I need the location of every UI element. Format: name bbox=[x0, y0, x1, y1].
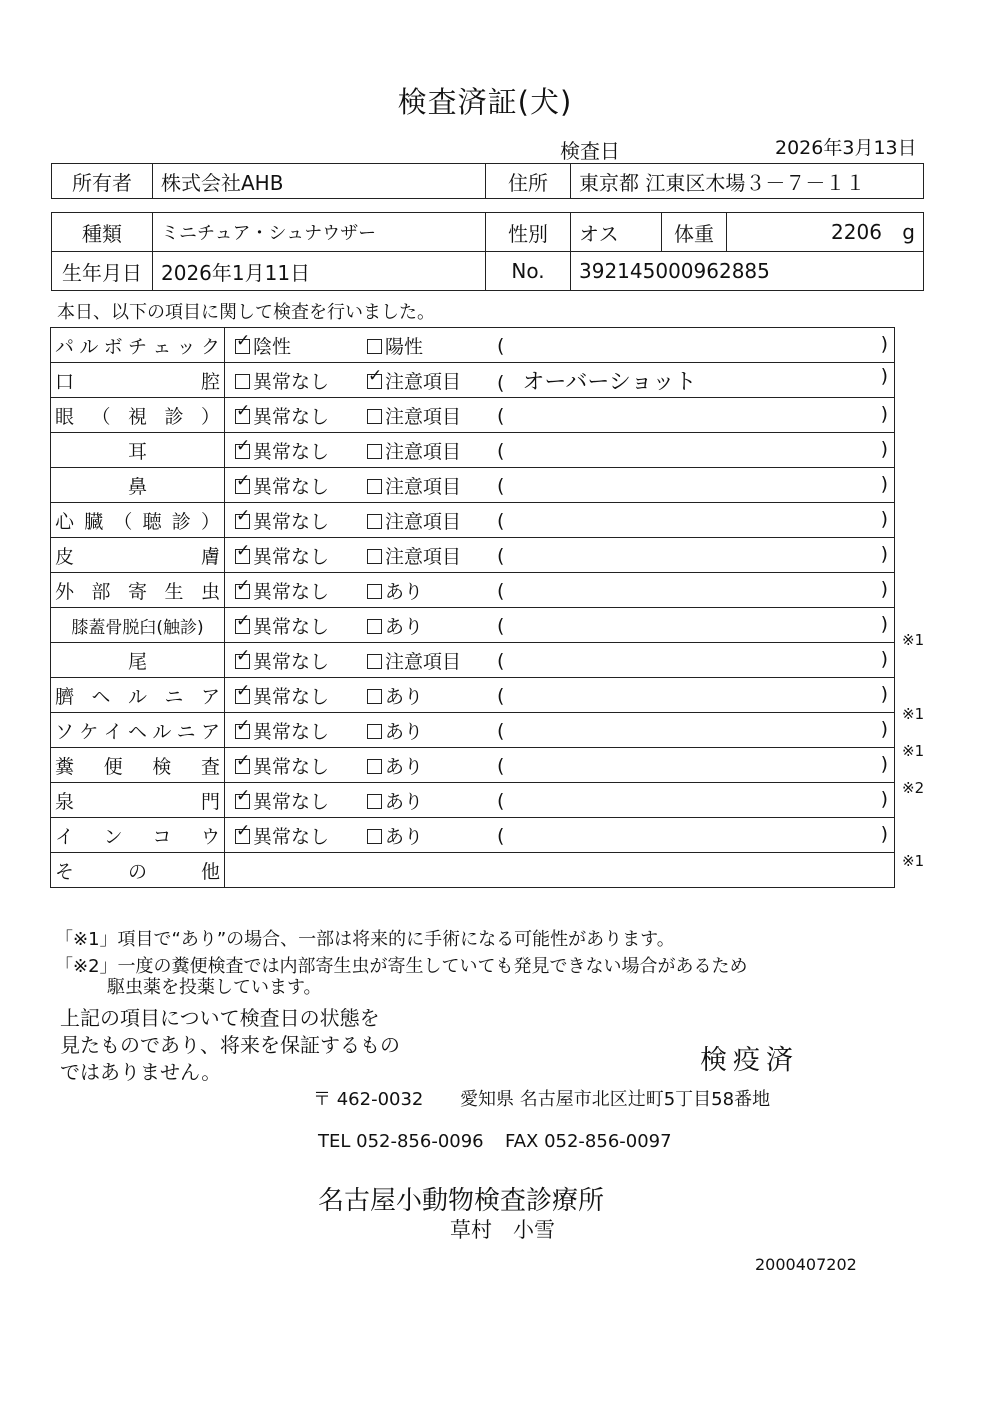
exam-item-label: 尾 bbox=[127, 650, 147, 673]
option-normal[interactable] bbox=[235, 787, 367, 814]
address-label: 住所 bbox=[486, 164, 571, 199]
checkbox-icon[interactable] bbox=[235, 584, 250, 599]
footnote-mark: ※1 bbox=[902, 631, 925, 650]
checkbox-icon[interactable] bbox=[367, 549, 382, 564]
option-abnormal[interactable] bbox=[367, 332, 497, 359]
quarantine-stamp: 検疫済 bbox=[700, 1045, 799, 1076]
exam-item-label: パ ル ボ チ ェ ッ ク bbox=[55, 335, 220, 358]
option-abnormal[interactable] bbox=[367, 682, 497, 709]
exam-item-label: 眼 （ 視 診 ） bbox=[55, 405, 220, 428]
open-paren: ( bbox=[497, 789, 505, 812]
footnote-mark: ※2 bbox=[902, 778, 925, 797]
option-label: あり bbox=[385, 580, 424, 603]
option-label: 異常なし bbox=[253, 825, 330, 848]
exam-row bbox=[51, 608, 895, 643]
weight-unit: g bbox=[902, 220, 915, 244]
exam-item-name bbox=[51, 818, 225, 853]
option-normal[interactable] bbox=[235, 682, 367, 709]
option-label: あり bbox=[385, 755, 424, 778]
postal-code: 〒 462-0032 bbox=[313, 1089, 424, 1110]
close-paren: ) bbox=[880, 402, 888, 425]
option-label: 異常なし bbox=[253, 580, 330, 603]
no-label: No. bbox=[486, 252, 571, 291]
checkbox-icon[interactable] bbox=[367, 724, 382, 739]
close-paren: ) bbox=[880, 364, 888, 387]
exam-item-name bbox=[51, 643, 225, 678]
exam-row bbox=[51, 783, 895, 818]
disclaimer-line: 見たものであり、将来を保証するもの bbox=[60, 1033, 400, 1057]
note-field[interactable] bbox=[497, 613, 894, 638]
checkbox-icon[interactable] bbox=[235, 479, 250, 494]
option-normal[interactable] bbox=[235, 717, 367, 744]
exam-result-cell bbox=[225, 748, 895, 783]
clinic-address: 愛知県 名古屋市北区辻町5丁目58番地 bbox=[460, 1089, 771, 1110]
exam-item-name bbox=[51, 608, 225, 643]
option-label: 異常なし bbox=[253, 720, 330, 743]
option-normal[interactable] bbox=[235, 647, 367, 674]
disclaimer bbox=[60, 1005, 400, 1086]
exam-item-label: 鼻 bbox=[127, 475, 147, 498]
disclaimer-line: ではありません。 bbox=[60, 1060, 222, 1084]
option-abnormal[interactable] bbox=[367, 647, 497, 674]
document-number: 2000407202 bbox=[755, 1255, 857, 1274]
checkbox-icon[interactable] bbox=[367, 409, 382, 424]
open-paren: ( bbox=[497, 579, 505, 602]
checkbox-icon[interactable] bbox=[367, 479, 382, 494]
document-title: 検査済証(犬) bbox=[397, 85, 573, 119]
option-label: あり bbox=[385, 825, 424, 848]
checkbox-icon[interactable] bbox=[235, 654, 250, 669]
sex-value: オス bbox=[571, 213, 662, 252]
option-normal[interactable] bbox=[235, 437, 367, 464]
owner-label: 所有者 bbox=[52, 164, 153, 199]
option-label: 異常なし bbox=[253, 475, 330, 498]
note-field[interactable] bbox=[497, 473, 894, 498]
exam-row bbox=[51, 818, 895, 853]
option-label: 注意項目 bbox=[385, 510, 462, 533]
exam-result-cell bbox=[225, 363, 895, 398]
note-field[interactable] bbox=[497, 788, 894, 813]
open-paren: ( bbox=[497, 719, 505, 742]
open-paren: ( bbox=[497, 371, 505, 394]
exam-row bbox=[51, 398, 895, 433]
exam-result-cell bbox=[225, 433, 895, 468]
checkbox-icon[interactable] bbox=[235, 759, 250, 774]
option-normal[interactable] bbox=[235, 542, 367, 569]
checkbox-icon[interactable] bbox=[235, 689, 250, 704]
close-paren: ) bbox=[880, 507, 888, 530]
checkbox-icon[interactable] bbox=[367, 689, 382, 704]
note-field[interactable] bbox=[497, 543, 894, 568]
option-abnormal[interactable] bbox=[367, 472, 497, 499]
exam-item-label: 口 腔 bbox=[55, 370, 220, 393]
exam-row bbox=[51, 503, 895, 538]
exam-result-cell bbox=[225, 538, 895, 573]
checkbox-icon[interactable] bbox=[367, 829, 382, 844]
no-value: 392145000962885 bbox=[571, 252, 924, 291]
close-paren: ) bbox=[880, 787, 888, 810]
exam-result-cell bbox=[225, 328, 895, 363]
open-paren: ( bbox=[497, 824, 505, 847]
exam-item-label: 臍 ヘ ル ニ ア bbox=[55, 685, 220, 708]
exam-row bbox=[51, 468, 895, 503]
close-paren: ) bbox=[880, 647, 888, 670]
close-paren: ) bbox=[880, 822, 888, 845]
exam-item-label: ソ ケ イ ヘ ル ニ ア bbox=[55, 720, 220, 743]
exam-result-cell bbox=[225, 643, 895, 678]
option-label: 異常なし bbox=[253, 650, 330, 673]
note-field[interactable] bbox=[497, 508, 894, 533]
other-field[interactable] bbox=[225, 853, 895, 888]
option-label: 注意項目 bbox=[385, 475, 462, 498]
exam-row bbox=[51, 643, 895, 678]
checkbox-icon[interactable] bbox=[367, 619, 382, 634]
close-paren: ) bbox=[880, 542, 888, 565]
clinic-name: 名古屋小動物検査診療所 bbox=[318, 1186, 605, 1216]
doctor-name: 草村 小雪 bbox=[450, 1218, 555, 1242]
note-field[interactable] bbox=[497, 333, 894, 358]
open-paren: ( bbox=[497, 684, 505, 707]
exam-item-name bbox=[51, 678, 225, 713]
note-2-line-2: 駆虫薬を投薬しています。 bbox=[107, 977, 322, 998]
other-label-cell bbox=[51, 853, 225, 888]
open-paren: ( bbox=[497, 509, 505, 532]
note-field[interactable] bbox=[497, 753, 894, 778]
option-label: 陰性 bbox=[253, 335, 292, 358]
option-abnormal[interactable] bbox=[367, 542, 497, 569]
exam-result-cell bbox=[225, 398, 895, 433]
open-paren: ( bbox=[497, 649, 505, 672]
clinic-fax: FAX 052-856-0097 bbox=[505, 1131, 672, 1152]
option-normal[interactable] bbox=[235, 332, 367, 359]
close-paren: ) bbox=[880, 437, 888, 460]
footnote-mark: ※1 bbox=[902, 852, 925, 871]
close-paren: ) bbox=[880, 577, 888, 600]
option-label: 異常なし bbox=[253, 615, 330, 638]
exam-result-cell bbox=[225, 783, 895, 818]
exam-row bbox=[51, 328, 895, 363]
option-label: 異常なし bbox=[253, 790, 330, 813]
option-normal[interactable] bbox=[235, 472, 367, 499]
open-paren: ( bbox=[497, 474, 505, 497]
dob-label: 生年月日 bbox=[52, 252, 153, 291]
note-field[interactable] bbox=[497, 438, 894, 463]
option-label: あり bbox=[385, 685, 424, 708]
option-label: 異常なし bbox=[253, 755, 330, 778]
exam-item-label: イ ン コ ウ bbox=[55, 825, 220, 848]
option-normal[interactable] bbox=[235, 752, 367, 779]
checkbox-icon[interactable] bbox=[367, 339, 382, 354]
weight-cell bbox=[727, 213, 924, 252]
exam-item-name bbox=[51, 783, 225, 818]
exam-item-label: 膝蓋骨脱臼(触診) bbox=[71, 617, 204, 638]
exam-result-cell bbox=[225, 713, 895, 748]
option-label: あり bbox=[385, 720, 424, 743]
note-field[interactable] bbox=[497, 403, 894, 428]
option-abnormal[interactable] bbox=[367, 437, 497, 464]
footnote-mark: ※1 bbox=[902, 705, 925, 723]
exam-item-label: 外 部 寄 生 虫 bbox=[55, 580, 220, 603]
close-paren: ) bbox=[880, 752, 888, 775]
option-normal[interactable] bbox=[235, 367, 367, 394]
note-field[interactable] bbox=[497, 718, 894, 743]
exam-item-name bbox=[51, 748, 225, 783]
exam-item-label: 耳 bbox=[127, 440, 147, 463]
option-label: 異常なし bbox=[253, 370, 330, 393]
checkbox-icon[interactable] bbox=[235, 829, 250, 844]
exam-item-label: 皮 膚 bbox=[55, 545, 220, 568]
exam-row bbox=[51, 713, 895, 748]
exam-result-cell bbox=[225, 608, 895, 643]
exam-row bbox=[51, 538, 895, 573]
open-paren: ( bbox=[497, 404, 505, 427]
exam-row bbox=[51, 433, 895, 468]
note-field[interactable] bbox=[497, 683, 894, 708]
option-label: 異常なし bbox=[253, 545, 330, 568]
option-label: 注意項目 bbox=[385, 650, 462, 673]
exam-result-cell bbox=[225, 818, 895, 853]
option-label: 注意項目 bbox=[385, 405, 462, 428]
checkbox-icon[interactable] bbox=[235, 724, 250, 739]
option-label: 注意項目 bbox=[385, 370, 462, 393]
dob-value: 2026年1月11日 bbox=[153, 252, 486, 291]
option-label: 注意項目 bbox=[385, 440, 462, 463]
close-paren: ) bbox=[880, 682, 888, 705]
weight-label: 体重 bbox=[662, 213, 727, 252]
checkbox-icon[interactable] bbox=[235, 339, 250, 354]
sex-label: 性別 bbox=[486, 213, 571, 252]
option-abnormal[interactable] bbox=[367, 402, 497, 429]
option-normal[interactable] bbox=[235, 402, 367, 429]
checkbox-icon[interactable] bbox=[367, 794, 382, 809]
option-label: 異常なし bbox=[253, 510, 330, 533]
exam-date: 2026年3月13日 bbox=[775, 137, 917, 159]
breed-label: 種類 bbox=[52, 213, 153, 252]
checkbox-icon[interactable] bbox=[235, 794, 250, 809]
exam-row bbox=[51, 748, 895, 783]
note-1: 「※1」項目で“あり”の場合、一部は将来的に手術になる可能性があります。 bbox=[55, 929, 675, 950]
checkbox-icon[interactable] bbox=[235, 549, 250, 564]
option-normal[interactable] bbox=[235, 612, 367, 639]
exam-row-other bbox=[51, 853, 895, 888]
disclaimer-line: 上記の項目について検査日の状態を bbox=[60, 1006, 380, 1030]
option-label: 異常なし bbox=[253, 405, 330, 428]
exam-item-name bbox=[51, 713, 225, 748]
option-abnormal[interactable] bbox=[367, 787, 497, 814]
exam-result-cell bbox=[225, 468, 895, 503]
exam-item-label: 泉 門 bbox=[55, 790, 220, 813]
option-normal[interactable] bbox=[235, 822, 367, 849]
exam-item-name bbox=[51, 573, 225, 608]
exam-date-label: 検査日 bbox=[560, 139, 620, 163]
option-abnormal[interactable] bbox=[367, 752, 497, 779]
open-paren: ( bbox=[497, 439, 505, 462]
open-paren: ( bbox=[497, 334, 505, 357]
exam-item-name bbox=[51, 363, 225, 398]
exam-item-name bbox=[51, 328, 225, 363]
option-abnormal[interactable] bbox=[367, 717, 497, 744]
open-paren: ( bbox=[497, 614, 505, 637]
clinic-tel: TEL 052-856-0096 bbox=[318, 1131, 484, 1152]
checkbox-icon[interactable] bbox=[367, 759, 382, 774]
other-label: そ の 他 bbox=[55, 860, 220, 883]
option-label: あり bbox=[385, 790, 424, 813]
exam-item-label: 心 臓 （ 聴 診 ） bbox=[55, 510, 220, 533]
exam-row bbox=[51, 363, 895, 398]
option-abnormal[interactable] bbox=[367, 822, 497, 849]
checkbox-icon[interactable] bbox=[235, 444, 250, 459]
checkbox-icon[interactable] bbox=[367, 444, 382, 459]
checkbox-icon[interactable] bbox=[235, 409, 250, 424]
option-abnormal[interactable] bbox=[367, 367, 497, 394]
open-paren: ( bbox=[497, 754, 505, 777]
exam-item-name bbox=[51, 433, 225, 468]
option-label: 陽性 bbox=[385, 335, 424, 358]
exam-result-cell bbox=[225, 678, 895, 713]
option-normal[interactable] bbox=[235, 507, 367, 534]
checkbox-icon[interactable] bbox=[235, 619, 250, 634]
exam-item-label: 糞 便 検 査 bbox=[55, 755, 220, 778]
note-text: オーバーショット bbox=[522, 369, 697, 395]
option-label: 異常なし bbox=[253, 685, 330, 708]
open-paren: ( bbox=[497, 544, 505, 567]
checkbox-icon[interactable] bbox=[367, 584, 382, 599]
footnote-mark: ※1 bbox=[902, 741, 925, 760]
checkbox-icon[interactable] bbox=[367, 374, 382, 389]
pet-table bbox=[51, 212, 924, 291]
owner-address: 東京都 江東区木場３－７－１１ bbox=[571, 164, 924, 199]
exam-table bbox=[50, 327, 895, 888]
option-abnormal[interactable] bbox=[367, 577, 497, 604]
checkbox-icon[interactable] bbox=[367, 654, 382, 669]
exam-item-name bbox=[51, 398, 225, 433]
intro-text: 本日、以下の項目に関して検査を行いました。 bbox=[57, 302, 435, 323]
option-label: 注意項目 bbox=[385, 545, 462, 568]
exam-result-cell bbox=[225, 503, 895, 538]
weight-value: 2206 bbox=[831, 220, 882, 244]
close-paren: ) bbox=[880, 332, 888, 355]
exam-item-name bbox=[51, 468, 225, 503]
note-field[interactable] bbox=[497, 365, 894, 396]
exam-row bbox=[51, 678, 895, 713]
option-label: あり bbox=[385, 615, 424, 638]
checkbox-icon[interactable] bbox=[235, 374, 250, 389]
close-paren: ) bbox=[880, 472, 888, 495]
note-field[interactable] bbox=[497, 648, 894, 673]
note-field[interactable] bbox=[497, 578, 894, 603]
note-field[interactable] bbox=[497, 823, 894, 848]
checkbox-icon[interactable] bbox=[367, 514, 382, 529]
owner-value: 株式会社AHB bbox=[153, 164, 486, 199]
option-label: 異常なし bbox=[253, 440, 330, 463]
exam-result-cell bbox=[225, 573, 895, 608]
exam-item-name bbox=[51, 538, 225, 573]
exam-row bbox=[51, 573, 895, 608]
exam-item-name bbox=[51, 503, 225, 538]
breed-value: ミニチュア・シュナウザー bbox=[153, 213, 486, 252]
option-abnormal[interactable] bbox=[367, 507, 497, 534]
option-normal[interactable] bbox=[235, 577, 367, 604]
owner-table bbox=[51, 163, 924, 199]
close-paren: ) bbox=[880, 612, 888, 635]
note-2-line-1: 「※2」一度の糞便検査では内部寄生虫が寄生していても発見できない場合があるため bbox=[55, 956, 748, 977]
close-paren: ) bbox=[880, 717, 888, 740]
checkbox-icon[interactable] bbox=[235, 514, 250, 529]
option-abnormal[interactable] bbox=[367, 612, 497, 639]
